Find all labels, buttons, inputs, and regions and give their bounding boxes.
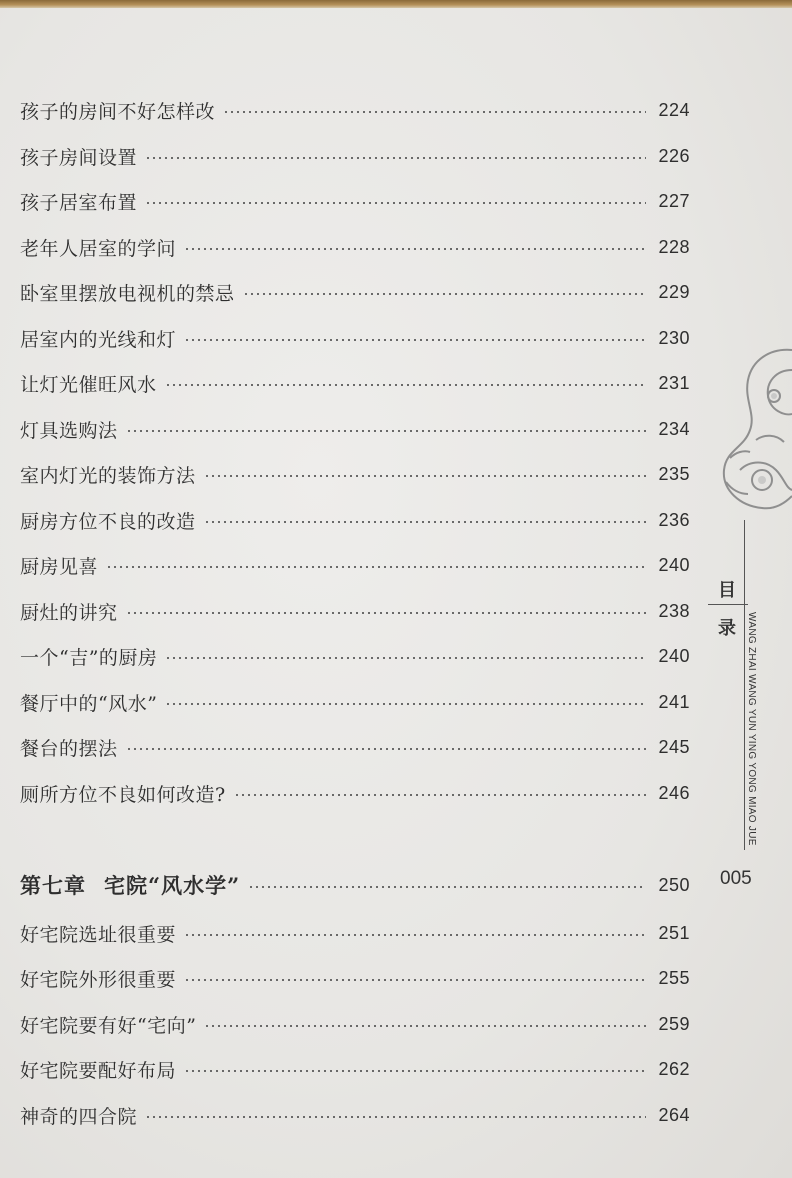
chapter-name: 宅院“风水学” [104, 873, 241, 898]
dot-leader [165, 657, 646, 659]
dot-leader [184, 979, 646, 981]
toc-entry [20, 550, 690, 580]
dot-leader [234, 794, 646, 796]
dot-leader [126, 748, 646, 750]
toc-entry-title: 居室内的光线和灯 [20, 328, 177, 351]
dot-leader [184, 339, 646, 341]
toc-entry [20, 1100, 690, 1130]
toc-entry-title: 孩子房间设置 [20, 146, 138, 169]
chapter-page: 250 [658, 874, 690, 895]
dot-leader [165, 384, 646, 386]
book-title-pinyin: WANG ZHAI WANG YUN YING YONG MIAO JUE [746, 612, 757, 846]
toc-entry [20, 778, 690, 808]
toc-entry-page: 264 [658, 1104, 690, 1125]
dot-leader [184, 1070, 646, 1072]
toc-entry [20, 368, 690, 398]
toc-entry-title: 厨房方位不良的改造 [20, 510, 196, 533]
toc-entry [20, 95, 690, 125]
dot-leader [248, 886, 646, 888]
toc-entry-page: 224 [658, 99, 690, 120]
chapter-label: 第七章 [20, 873, 86, 898]
toc-entry-page: 231 [658, 372, 690, 393]
toc-entry-page: 245 [658, 736, 690, 757]
dot-leader [223, 111, 646, 113]
dot-leader [165, 703, 646, 705]
dot-leader [204, 1025, 646, 1027]
toc-entry-page: 238 [658, 600, 690, 621]
toc-entry-title: 厨灶的讲究 [20, 601, 118, 624]
toc-entry [20, 596, 690, 626]
top-border [0, 0, 792, 8]
dot-leader [145, 1116, 646, 1118]
toc-entry-title: 室内灯光的装饰方法 [20, 464, 196, 487]
dot-leader [145, 157, 646, 159]
chapter-heading [20, 870, 690, 900]
toc-entry-title: 老年人居室的学问 [20, 237, 177, 260]
toc-entry-page: 259 [658, 1013, 690, 1034]
contents-char-2: 录 [718, 618, 736, 639]
dot-leader [204, 475, 646, 477]
dot-leader [184, 934, 646, 936]
toc-entry-page: 255 [658, 967, 690, 988]
lion-ornament-icon [700, 330, 792, 530]
toc-entry-title: 厨房见喜 [20, 555, 99, 578]
toc-entry-page: 240 [658, 554, 690, 575]
toc-entry-title: 好宅院选址很重要 [20, 923, 177, 946]
toc-entry [20, 732, 690, 762]
toc-entry-page: 234 [658, 418, 690, 439]
dot-leader [126, 430, 646, 432]
page-number: 005 [720, 868, 752, 889]
chapter-title [20, 870, 240, 900]
toc-entry-title: 好宅院外形很重要 [20, 968, 177, 991]
toc-entry-page: 229 [658, 281, 690, 302]
toc-entry [20, 963, 690, 993]
toc-entry-title: 灯具选购法 [20, 419, 118, 442]
toc-entry-title: 厕所方位不良如何改造? [20, 783, 226, 806]
toc-entry [20, 323, 690, 353]
toc-entry-title: 餐台的摆法 [20, 737, 118, 760]
toc-entry-page: 228 [658, 236, 690, 257]
toc-entry-title: 好宅院要有好“宅向” [20, 1014, 197, 1037]
toc-entry [20, 459, 690, 489]
toc-entry [20, 918, 690, 948]
dot-leader [126, 612, 646, 614]
toc-entry [20, 414, 690, 444]
dot-leader [106, 566, 646, 568]
page-background [0, 8, 792, 1178]
toc-entry-title: 让灯光催旺风水 [20, 373, 157, 396]
toc-entry-page: 240 [658, 645, 690, 666]
toc-entry [20, 277, 690, 307]
dot-leader [204, 521, 646, 523]
toc-entry-title: 神奇的四合院 [20, 1105, 138, 1128]
toc-entry-page: 235 [658, 463, 690, 484]
toc-entry-title: 一个“吉”的厨房 [20, 646, 158, 669]
dot-leader [145, 202, 646, 204]
toc-entry-page: 226 [658, 145, 690, 166]
toc-entry [20, 641, 690, 671]
toc-entry [20, 232, 690, 262]
toc-entry-title: 卧室里摆放电视机的禁忌 [20, 282, 235, 305]
toc-entry [20, 687, 690, 717]
dot-leader [184, 248, 646, 250]
toc-entry-page: 262 [658, 1058, 690, 1079]
toc-entry-title: 好宅院要配好布局 [20, 1059, 177, 1082]
toc-entry [20, 186, 690, 216]
toc-entry [20, 505, 690, 535]
toc-entry-page: 246 [658, 782, 690, 803]
toc-entry [20, 1009, 690, 1039]
toc-entry-title: 孩子的房间不好怎样改 [20, 100, 216, 123]
contents-label [716, 572, 738, 648]
dot-leader [243, 293, 646, 295]
toc-entry-title: 孩子居室布置 [20, 191, 138, 214]
toc-entry-page: 236 [658, 509, 690, 530]
toc-entry [20, 141, 690, 171]
toc-entry-page: 230 [658, 327, 690, 348]
toc-entry-title: 餐厅中的“风水” [20, 692, 158, 715]
toc-entry-page: 227 [658, 190, 690, 211]
contents-char-1: 目 [718, 580, 736, 601]
toc-entry [20, 1054, 690, 1084]
toc-entry-page: 251 [658, 922, 690, 943]
toc-entry-page: 241 [658, 691, 690, 712]
